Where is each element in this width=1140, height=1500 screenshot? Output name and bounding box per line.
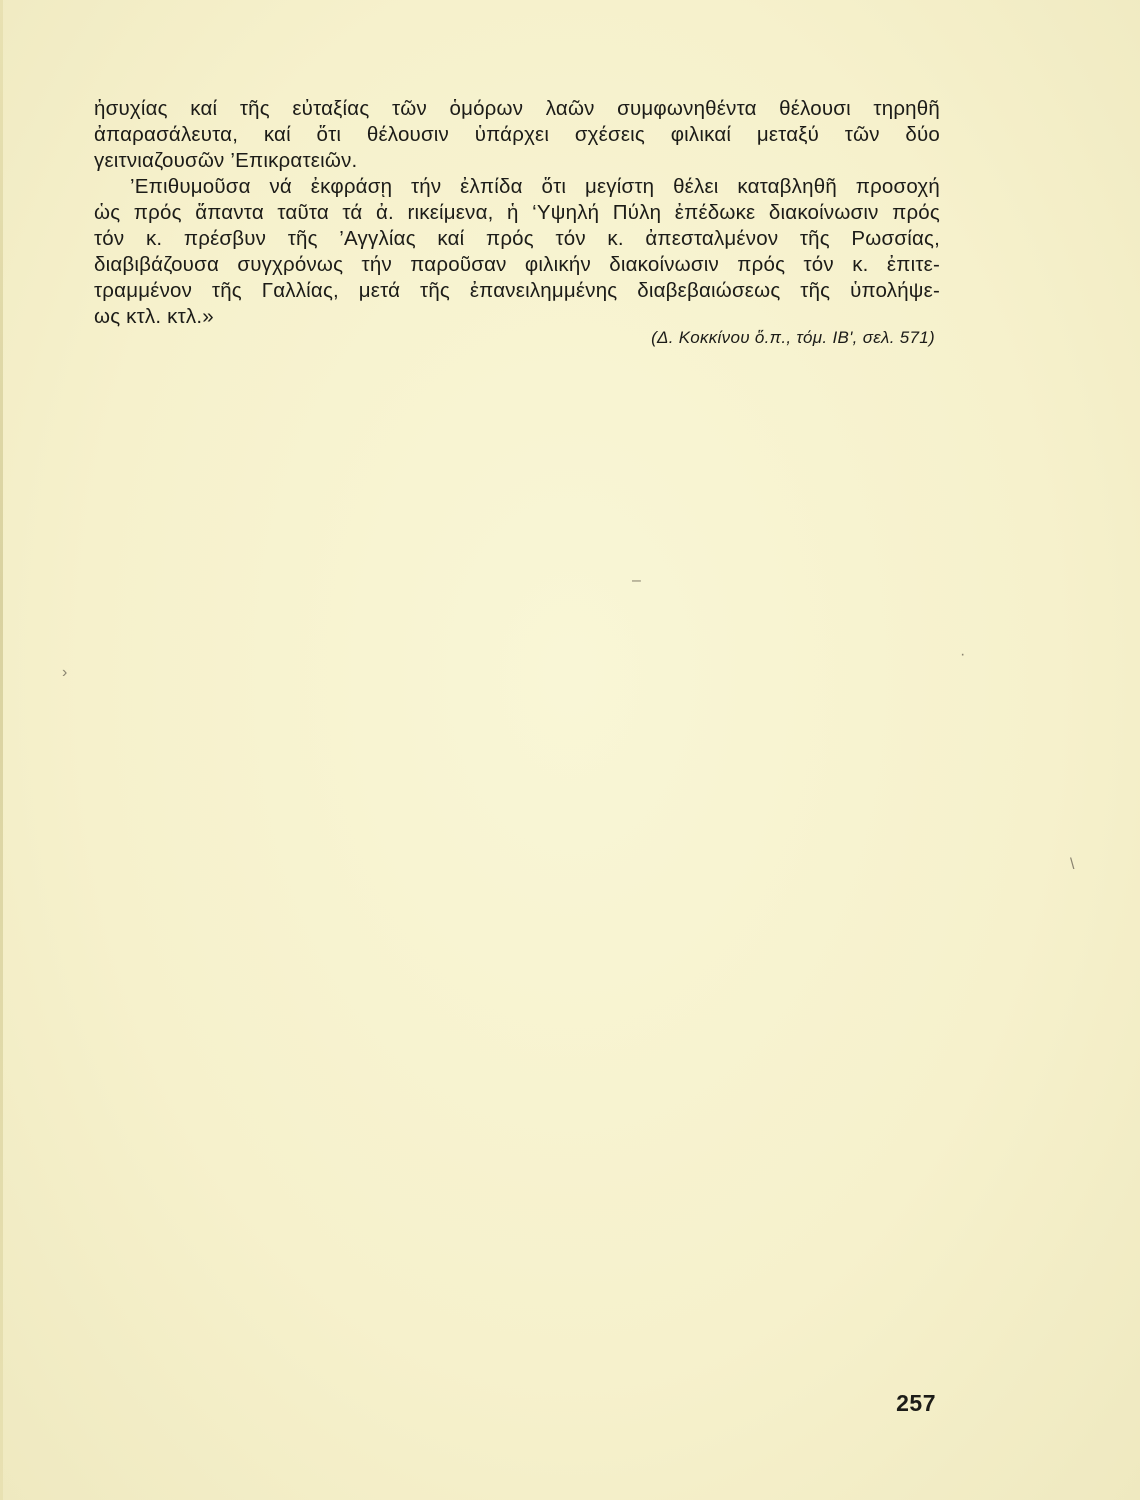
citation: (Δ. Κοκκίνου ὅ.π., τόμ. ΙΒ', σελ. 571)	[651, 328, 935, 347]
page-number: 257	[896, 1390, 936, 1416]
stray-arrow-mark: ›	[62, 664, 68, 681]
text-line: διαβιβάζουσα συγχρόνως τήν παροῦσαν φιλικήν διακοίνωσιν πρός τόν κ. ἐπιτε-	[94, 253, 940, 276]
text-line: ὡς πρός ἅπαντα ταῦτα τά ἀ. rικείμενα, ἡ ‘Υψηλή Πύλη ἐπέδωκε διακοίνωσιν πρός	[94, 201, 940, 224]
text-line: τραμμένον τῆς Γαλλίας, μετά τῆς ἐπανειλημμένης διαβεβαιώσεως τῆς ὑπολήψε-	[94, 279, 940, 302]
text-line: ’Επιθυμοῦσα νά ἐκφράσῃ τήν ἐλπίδα ὅτι μεγίστη θέλει καταβληθῆ προσοχή	[130, 175, 940, 198]
stray-dash-mark: –	[632, 572, 641, 589]
body-text	[94, 96, 940, 330]
text-line: ἡσυχίας καί τῆς εὐταξίας τῶν ὁμόρων λαῶν συμφωνηθέντα θέλουσι τηρηθῆ	[94, 97, 940, 120]
text-line: ἀπαρασάλευτα, καί ὅτι θέλουσιν ὑπάρχει σχέσεις φιλικαί μεταξύ τῶν δύο	[94, 123, 940, 146]
text-line: γειτνιαζουσῶν ’Επικρατειῶν.	[94, 149, 358, 172]
stray-dot-mark: ·	[960, 646, 966, 663]
page-edge	[0, 0, 3, 1500]
stray-slash-mark: \	[1070, 856, 1075, 873]
text-line: τόν κ. πρέσβυν τῆς ’Αγγλίας καί πρός τόν κ. ἀπεσταλμένον τῆς Ρωσσίας,	[94, 227, 940, 250]
text-line: ως κτλ. κτλ.»	[94, 305, 214, 328]
